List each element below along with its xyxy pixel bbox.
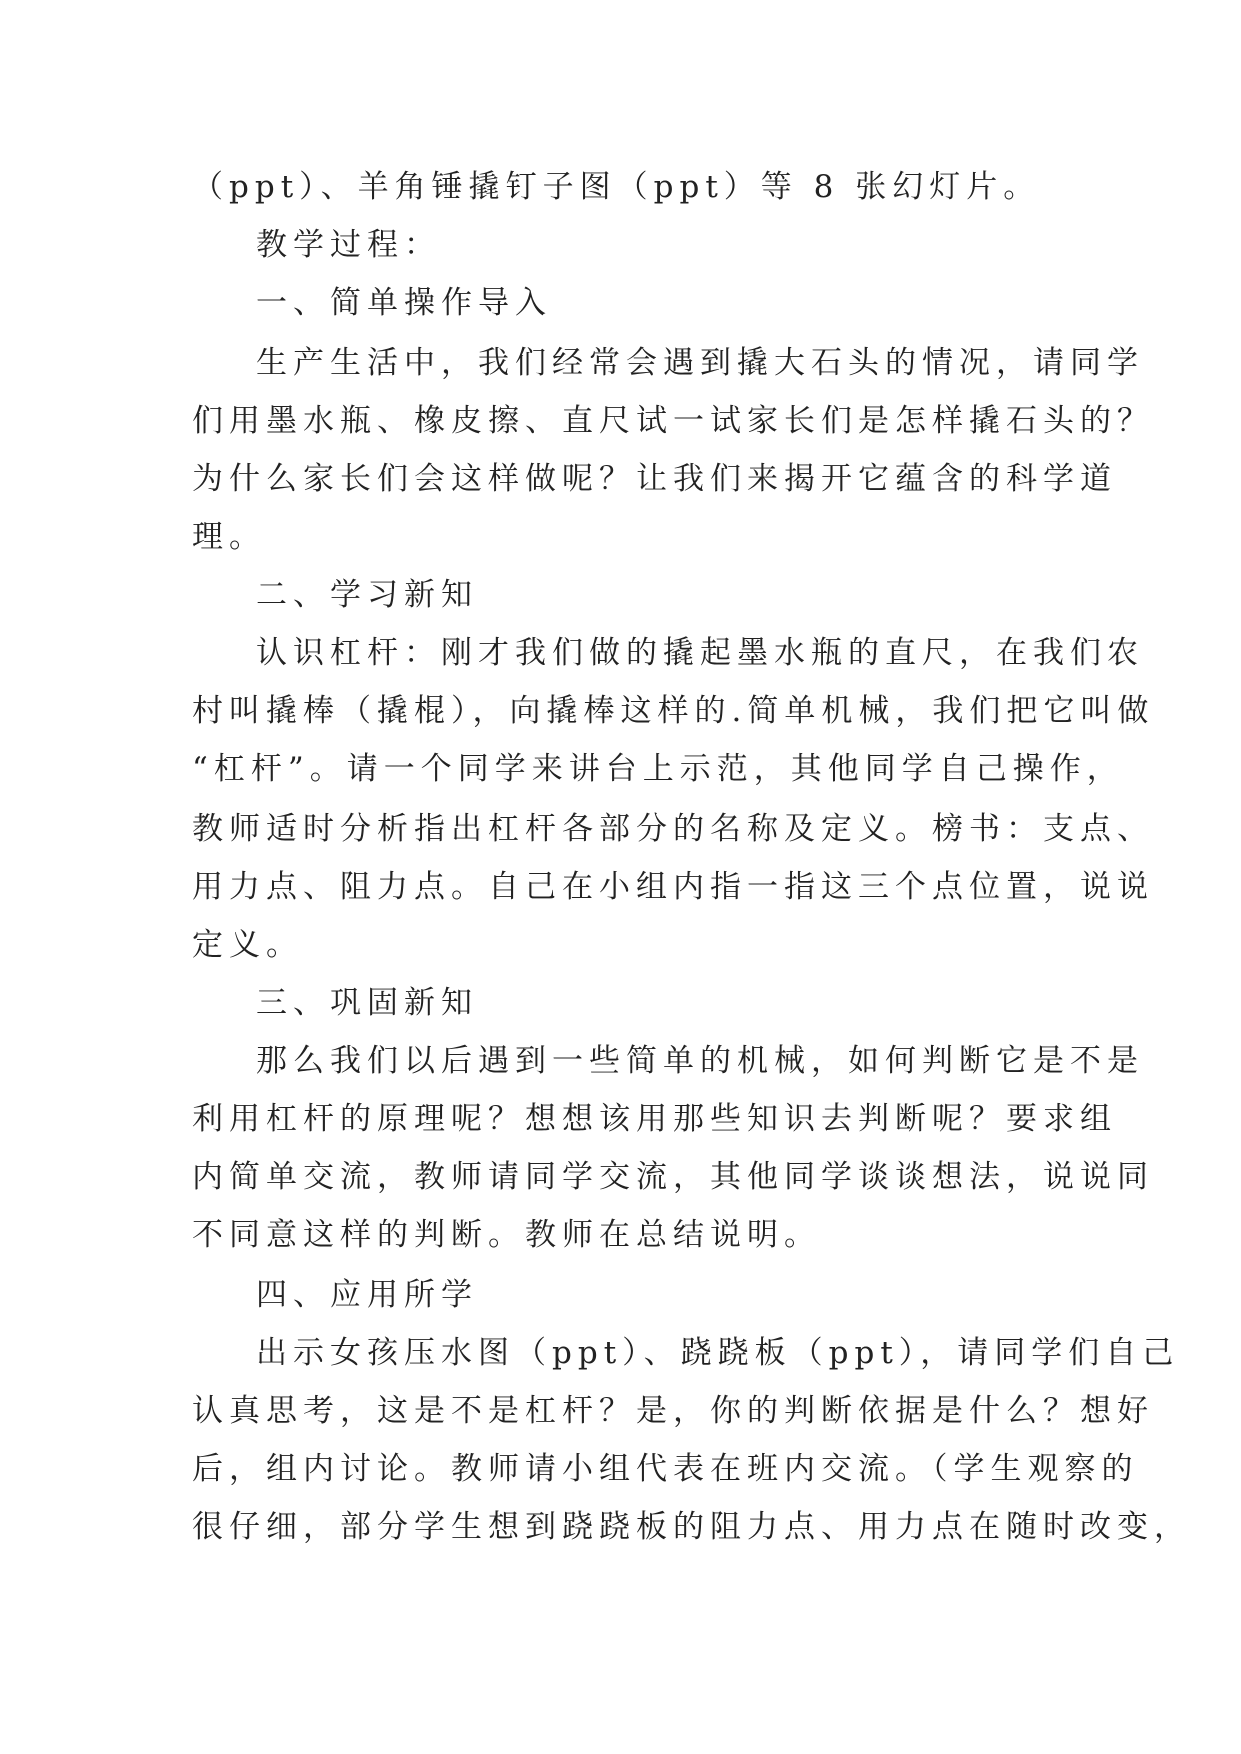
text-line: 们用墨水瓶、橡皮擦、直尺试一试家长们是怎样撬石头的？: [192, 403, 1154, 439]
text-line: 认真思考，这是不是杠杆？是，你的判断依据是什么？想好: [192, 1393, 1154, 1429]
text-line: 理。: [192, 519, 266, 555]
section-heading: 二、学习新知: [256, 577, 478, 613]
section-heading: 一、简单操作导入: [256, 285, 552, 321]
section-heading: 三、巩固新知: [256, 985, 478, 1021]
paragraph-first-line: 生产生活中，我们经常会遇到撬大石头的情况，请同学: [256, 345, 1144, 381]
text-line: 为什么家长们会这样做呢？让我们来揭开它蕴含的科学道: [192, 461, 1117, 497]
section-label: 教学过程：: [256, 227, 441, 263]
paragraph-first-line: 出示女孩压水图（ppt）、跷跷板（ppt），请同学们自己: [256, 1335, 1180, 1371]
text-line: “杠杆”。请一个同学来讲台上示范，其他同学自己操作，: [192, 751, 1124, 787]
text-line: 利用杠杆的原理呢？想想该用那些知识去判断呢？要求组: [192, 1101, 1117, 1137]
paragraph-first-line: 认识杠杆：刚才我们做的撬起墨水瓶的直尺，在我们农: [256, 635, 1144, 671]
text-line: 用力点、阻力点。自己在小组内指一指这三个点位置，说说: [192, 869, 1154, 905]
text-line: 村叫撬棒（撬棍），向撬棒这样的.简单机械，我们把它叫做: [192, 693, 1155, 729]
text-line: 教师适时分析指出杠杆各部分的名称及定义。榜书：支点、: [192, 811, 1154, 847]
text-line: 内简单交流，教师请同学交流，其他同学谈谈想法，说说同: [192, 1159, 1154, 1195]
paragraph-first-line: 那么我们以后遇到一些简单的机械，如何判断它是不是: [256, 1043, 1144, 1079]
text-line: 后，组内讨论。教师请小组代表在班内交流。（学生观察的: [192, 1451, 1139, 1487]
section-heading: 四、应用所学: [256, 1277, 478, 1313]
text-line: 很仔细，部分学生想到跷跷板的阻力点、用力点在随时改变，: [192, 1509, 1191, 1545]
text-line: 不同意这样的判断。教师在总结说明。: [192, 1217, 821, 1253]
text-line: 定义。: [192, 927, 303, 963]
text-line: （ppt）、羊角锤撬钉子图（ppt）等 8 张幻灯片。: [192, 169, 1041, 205]
